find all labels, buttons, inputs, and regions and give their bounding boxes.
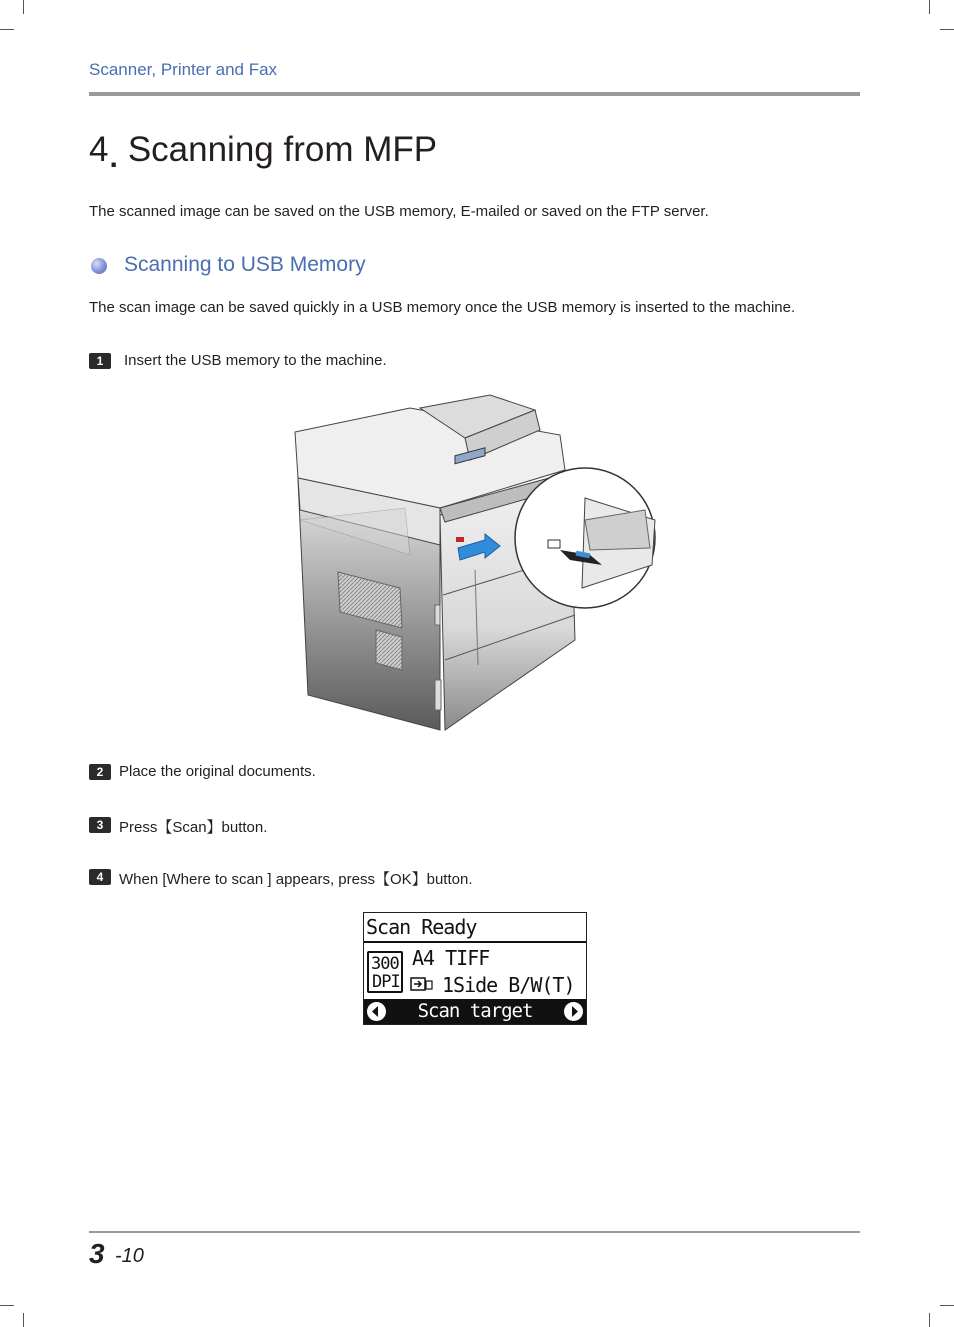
step-badge-4: 4 bbox=[89, 869, 111, 885]
page-chapter-number: 3 bbox=[89, 1238, 105, 1269]
duplex-mode-icon bbox=[410, 977, 434, 991]
mfp-usb-illustration bbox=[290, 390, 660, 735]
chapter-title bbox=[89, 130, 438, 174]
lcd-dpi-unit: DPI bbox=[372, 972, 400, 992]
crop-mark bbox=[940, 1305, 954, 1306]
crop-mark bbox=[0, 29, 14, 30]
chapter-title-text: Scanning from MFP bbox=[127, 130, 438, 169]
footer-rule bbox=[89, 1231, 860, 1233]
step-badge-3: 3 bbox=[89, 817, 111, 833]
lcd-dpi-box bbox=[367, 951, 403, 993]
lcd-status-text: Scan Ready bbox=[366, 915, 477, 939]
crop-mark bbox=[0, 1305, 14, 1306]
running-head: Scanner, Printer and Fax bbox=[89, 60, 278, 79]
step-badge-2: 2 bbox=[89, 764, 111, 780]
step-text-4: When [Where to scan ] appears, press【OK】button. bbox=[119, 871, 473, 888]
right-arrow-icon bbox=[564, 1002, 583, 1021]
step-text-1: Insert the USB memory to the machine. bbox=[124, 352, 387, 369]
section-description: The scan image can be saved quickly in a USB memory once the USB memory is inserted to the machine. bbox=[89, 299, 796, 316]
page-number: -10 bbox=[115, 1245, 144, 1267]
chapter-number: 4 bbox=[89, 130, 109, 169]
header-rule bbox=[89, 92, 860, 96]
lcd-dpi-value: 300 bbox=[371, 954, 399, 974]
crop-mark bbox=[929, 0, 930, 14]
section-bullet-icon bbox=[91, 258, 107, 274]
crop-mark bbox=[23, 1313, 24, 1327]
step-text-3: Press【Scan】button. bbox=[119, 819, 268, 836]
lcd-bar-label: Scan target bbox=[417, 1000, 533, 1022]
crop-mark bbox=[929, 1313, 930, 1327]
lcd-target-bar bbox=[364, 999, 586, 1024]
chapter-dot: . bbox=[109, 141, 118, 174]
lcd-screen bbox=[363, 912, 587, 1025]
lcd-status-row bbox=[364, 913, 586, 943]
step-text-2: Place the original documents. bbox=[119, 763, 316, 780]
step-badge-1: 1 bbox=[89, 353, 111, 369]
lcd-format-line: A4 TIFF bbox=[412, 946, 490, 970]
crop-mark bbox=[940, 29, 954, 30]
intro-paragraph: The scanned image can be saved on the USB memory, E-mailed or saved on the FTP server. bbox=[89, 203, 709, 220]
lcd-mode-line: 1Side B/W(T) bbox=[442, 973, 575, 997]
section-title: Scanning to USB Memory bbox=[124, 253, 366, 276]
crop-mark bbox=[23, 0, 24, 14]
